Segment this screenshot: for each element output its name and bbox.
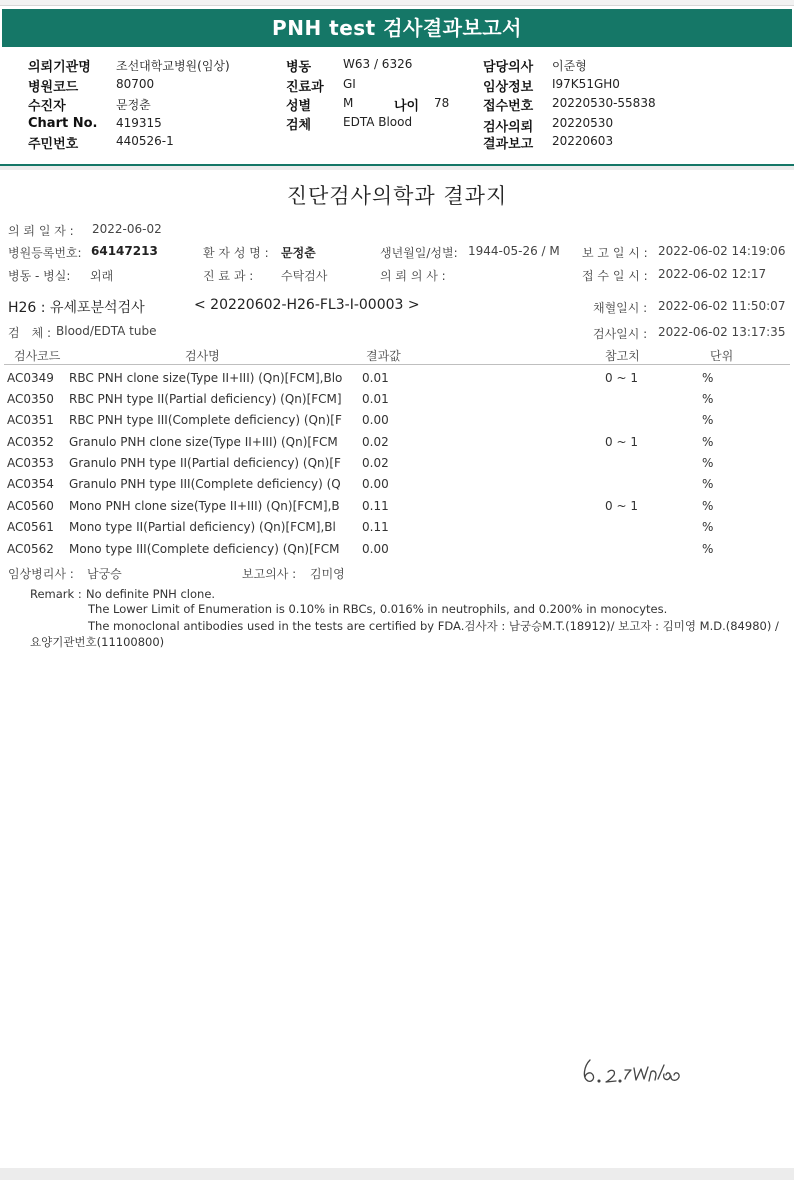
- chart-no-label: Chart No.: [28, 116, 98, 131]
- row-name: Mono type II(Partial deficiency) (Qn)[FCM],Bl: [69, 520, 336, 534]
- row-name: RBC PNH type III(Complete deficiency) (Qn)[F: [69, 413, 342, 427]
- hospital-name-value: 조선대학교병원(임상): [116, 59, 230, 73]
- referring-doctor-label: 의 뢰 의 사 :: [380, 269, 446, 283]
- collect-datetime-value: 2022-06-02 11:50:07: [658, 299, 786, 313]
- specimen-type-value: Blood/EDTA tube: [56, 324, 157, 338]
- hospital-code-label: 병원코드: [28, 80, 79, 95]
- header-info: [0, 52, 794, 164]
- clinic-dept-label: 진 료 과 :: [203, 269, 254, 283]
- age-label: 나이: [394, 99, 420, 114]
- row-unit: %: [702, 477, 714, 491]
- row-result: 0.00: [362, 542, 389, 556]
- row-code: AC0349: [7, 371, 54, 385]
- ward-label: 병동: [286, 60, 312, 75]
- col-header-reference: 참고치: [605, 349, 640, 363]
- test-accession-id: < 20220602-H26-FL3-I-00003 >: [194, 297, 420, 313]
- attending-doctor-label: 담당의사: [483, 60, 534, 75]
- handwritten-signature: [578, 1048, 728, 1098]
- request-date-field-label: 의 뢰 일 자 :: [8, 224, 74, 238]
- row-reference: 0 ~ 1: [605, 371, 638, 385]
- row-name: Mono type III(Complete deficiency) (Qn)[FCM: [69, 542, 340, 556]
- specimen-label: 검체: [286, 118, 312, 133]
- row-code: AC0353: [7, 456, 54, 470]
- accession-no-value: 20220530-55838: [552, 96, 656, 110]
- birth-sex-value: 1944-05-26 / M: [468, 244, 560, 258]
- row-code: AC0351: [7, 413, 54, 427]
- chart-no-value: 419315: [116, 116, 162, 130]
- row-name: Mono PNH clone size(Type II+III) (Qn)[FCM],B: [69, 499, 340, 513]
- birth-sex-label: 생년월일/성별:: [380, 246, 458, 260]
- received-datetime-value: 2022-06-02 12:17: [658, 267, 767, 281]
- row-unit: %: [702, 456, 714, 470]
- specimen-value: EDTA Blood: [343, 115, 413, 129]
- row-unit: %: [702, 392, 714, 406]
- patient-name-label: 환 자 성 명 :: [203, 246, 269, 260]
- resident-no-value: 440526-1: [116, 134, 174, 148]
- pathologist-label: 임상병리사 :: [8, 567, 74, 581]
- col-header-code: 검사코드: [14, 349, 61, 363]
- examinee-value: 문정춘: [116, 98, 151, 112]
- ward-room-value: 외래: [90, 269, 114, 283]
- col-header-name: 검사명: [185, 349, 220, 363]
- clinic-dept-value: 수탁검사: [281, 269, 328, 283]
- report-datetime-value: 2022-06-02 14:19:06: [658, 244, 786, 258]
- remark-line-4: 요양기관번호(11100800): [30, 635, 165, 649]
- row-result: 0.01: [362, 392, 389, 406]
- row-unit: %: [702, 413, 714, 427]
- attending-doctor-value: 이준형: [552, 59, 587, 73]
- clinical-info-label: 임상정보: [483, 80, 534, 95]
- row-code: AC0560: [7, 499, 54, 513]
- row-code: AC0352: [7, 435, 54, 449]
- remark-line-3: The monoclonal antibodies used in the tests are certified by FDA.검사자 : 남궁승M.T.(18912)/ 보고자 : 김미영 M.D.(84980) /: [88, 619, 779, 633]
- row-unit: %: [702, 371, 714, 385]
- resident-no-label: 주민번호: [28, 137, 79, 152]
- test-title: H26 : 유세포분석검사: [8, 300, 145, 316]
- result-report-value: 20220603: [552, 134, 614, 148]
- row-name: RBC PNH type II(Partial deficiency) (Qn)[FCM]: [69, 392, 342, 406]
- row-name: RBC PNH clone size(Type II+III) (Qn)[FCM],Blo: [69, 371, 343, 385]
- age-value: 78: [434, 96, 450, 110]
- reg-no-label: 병원등록번호:: [8, 246, 82, 260]
- row-result: 0.00: [362, 477, 389, 491]
- row-result: 0.02: [362, 456, 389, 470]
- row-result: 0.11: [362, 499, 389, 513]
- row-name: Granulo PNH clone size(Type II+III) (Qn)[FCM: [69, 435, 338, 449]
- report-title: 진단검사의학과 결과지: [286, 184, 508, 208]
- row-result: 0.00: [362, 413, 389, 427]
- header-divider-shadow: [0, 166, 794, 170]
- reporting-doctor-value: 김미영: [310, 567, 345, 581]
- row-code: AC0354: [7, 477, 54, 491]
- department-value: GI: [343, 77, 356, 91]
- remark-line-1: No definite PNH clone.: [86, 587, 216, 601]
- accession-no-label: 접수번호: [483, 99, 534, 114]
- row-reference: 0 ~ 1: [605, 435, 638, 449]
- row-result: 0.02: [362, 435, 389, 449]
- row-code: AC0562: [7, 542, 54, 556]
- row-unit: %: [702, 542, 714, 556]
- collect-datetime-label: 채혈일시 :: [593, 301, 648, 315]
- row-name: Granulo PNH type III(Complete deficiency) (Q: [69, 477, 341, 491]
- row-reference: 0 ~ 1: [605, 499, 638, 513]
- request-date-value: 20220530: [552, 116, 614, 130]
- department-label: 진료과: [286, 80, 324, 95]
- request-date-label: 검사의뢰: [483, 120, 534, 135]
- result-report-label: 결과보고: [483, 137, 534, 152]
- reporting-doctor-label: 보고의사 :: [242, 567, 297, 581]
- sex-value: M: [343, 96, 354, 110]
- pathologist-value: 남궁승: [87, 567, 122, 581]
- hospital-code-value: 80700: [116, 77, 155, 91]
- bottom-strip: [0, 1168, 794, 1180]
- ward-value: W63 / 6326: [343, 57, 413, 71]
- patient-name-value: 문정춘: [281, 246, 316, 260]
- reg-no-value: 64147213: [91, 244, 158, 258]
- top-strip: [0, 0, 794, 6]
- col-header-result: 결과값: [366, 349, 401, 363]
- ward-room-label: 병동 - 병실:: [8, 269, 71, 283]
- row-unit: %: [702, 435, 714, 449]
- specimen-type-label: 검 체 :: [8, 326, 52, 340]
- sex-label: 성별: [286, 99, 312, 114]
- row-code: AC0350: [7, 392, 54, 406]
- remark-line-2: The Lower Limit of Enumeration is 0.10% in RBCs, 0.016% in neutrophils, and 0.200% in monocytes.: [88, 602, 668, 616]
- row-unit: %: [702, 499, 714, 513]
- received-datetime-label: 접 수 일 시 :: [582, 269, 648, 283]
- col-header-unit: 단위: [710, 349, 734, 363]
- row-result: 0.01: [362, 371, 389, 385]
- clinical-info-value: I97K51GH0: [552, 77, 620, 91]
- table-header-rule: [4, 364, 790, 365]
- row-result: 0.11: [362, 520, 389, 534]
- exam-datetime-value: 2022-06-02 13:17:35: [658, 325, 786, 339]
- report-banner-title: PNH test 검사결과보고서: [2, 9, 792, 47]
- examinee-label: 수진자: [28, 99, 66, 114]
- exam-datetime-label: 검사일시 :: [593, 327, 648, 341]
- row-unit: %: [702, 520, 714, 534]
- hospital-name-label: 의뢰기관명: [28, 60, 91, 75]
- request-date-field-value: 2022-06-02: [92, 222, 162, 236]
- remark-label: Remark :: [30, 587, 82, 601]
- row-code: AC0561: [7, 520, 54, 534]
- report-datetime-label: 보 고 일 시 :: [582, 246, 648, 260]
- row-name: Granulo PNH type II(Partial deficiency) (Qn)[F: [69, 456, 341, 470]
